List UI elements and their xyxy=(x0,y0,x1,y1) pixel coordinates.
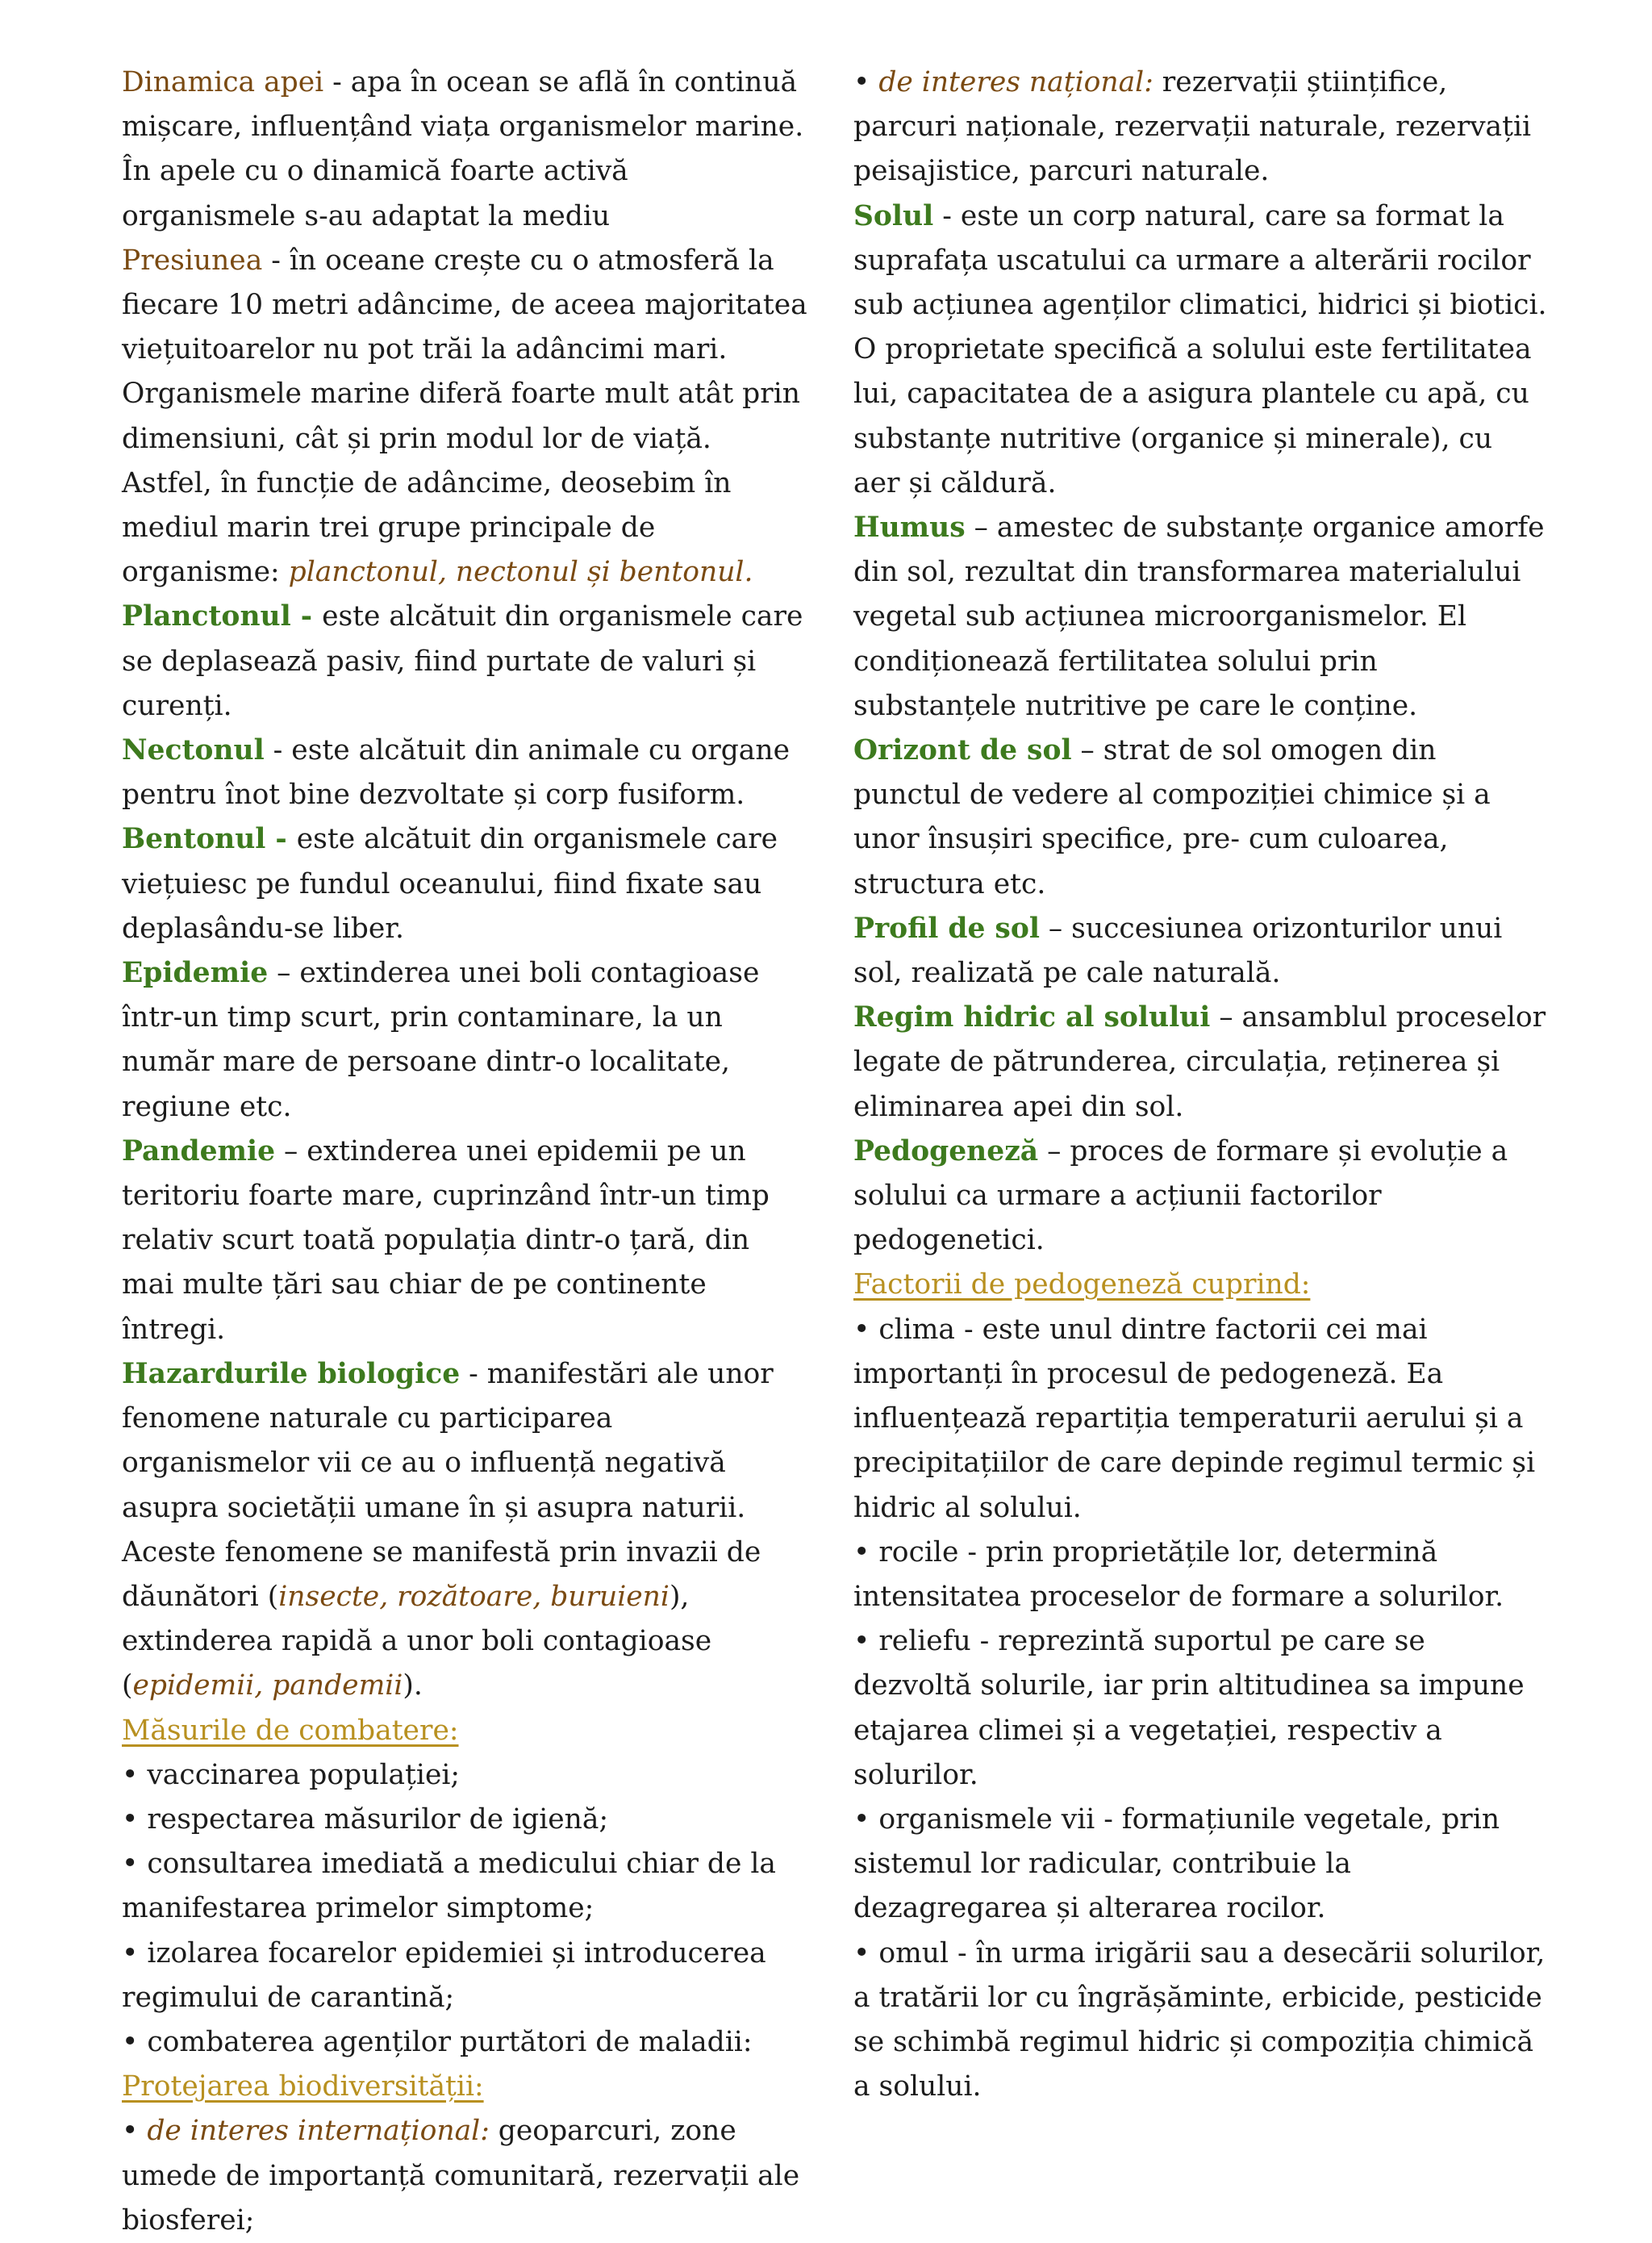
definition-dinamica-apei: - apa în ocean se află în continuă mișcare, influențând viața organismelor marine. În apele cu o dinamică foarte activă organismele s-au adaptat la mediu xyxy=(122,66,804,232)
definition-hazardurile-part2: ), extinderea rapidă a unor boli contagioase ( xyxy=(122,1580,712,1702)
paragraph-solul xyxy=(853,194,1547,506)
heading-masurile-de-combatere: Măsurile de combatere: xyxy=(122,1714,459,1747)
term-dinamica-apei: Dinamica apei xyxy=(122,66,324,98)
list-item-factori: • organismele vii - formațiunile vegetale, prin sistemul lor radicular, contribuie la dezagregarea și alterarea rocilor. xyxy=(853,1802,1500,1925)
paragraph-pedogeneza xyxy=(853,1130,1547,1264)
list-item-masuri: • consultarea imediată a medicului chiar de la manifestarea primelor simptome; xyxy=(122,1848,776,1925)
emphasis-interes-national: de interes național: xyxy=(878,66,1153,98)
term-bentonul: Bentonul - xyxy=(122,823,297,856)
list-item-masuri: • combaterea agenților purtători de maladii: xyxy=(122,2025,753,2058)
definition-epidemie: – extinderea unei boli contagioase într-un timp scurt, prin contaminare, la un număr mare de persoane dintr-o localitate, regiune etc. xyxy=(122,957,760,1123)
definition-presiunea: - în oceane crește cu o atmosferă la fiecare 10 metri adâncime, de aceea majoritatea viețuitoarelor nu pot trăi la adâncimi mari. Organismele marine diferă foarte mult atât prin dimensiuni, cât și prin modul lor de viață. Astfel, în funcție de adâncime, deosebim în mediul marin trei grupe principale de organisme: xyxy=(122,244,807,589)
definition-humus: – amestec de substanțe organice amorfe din sol, rezultat din transformarea materialului vegetal sub acțiunea microorganismelor. El condiționează fertilitatea solului prin substanțele nutritive pe care le conține. xyxy=(853,512,1545,722)
term-planctonul: Planctonul - xyxy=(122,600,323,633)
list-item-factori: • omul - în urma irigării sau a desecării solurilor, a tratării lor cu îngrășăminte, erbicide, pesticide se schimbă regimul hidric și compoziția chimică a solului. xyxy=(853,1936,1546,2103)
list-item-interes-international xyxy=(122,2109,807,2243)
paragraph-hazardurile-biologice xyxy=(122,1352,807,1709)
paragraph-orizont-de-sol xyxy=(853,729,1547,907)
term-nectonul: Nectonul xyxy=(122,734,265,767)
definition-nectonul: - este alcătuit din animale cu organe pentru înot bine dezvoltate și corp fusiform. xyxy=(122,734,791,812)
paragraph-pandemie xyxy=(122,1130,807,1352)
term-pedogeneza: Pedogeneză xyxy=(853,1134,1039,1167)
definition-bentonul: este alcătuit din organismele care viețuiesc pe fundul oceanului, fiind fixate sau deplasându-se liber. xyxy=(122,823,778,945)
paragraph-presiunea xyxy=(122,239,807,595)
term-epidemie: Epidemie xyxy=(122,957,269,990)
term-profil-de-sol: Profil de sol xyxy=(853,912,1040,945)
list-item-factori: • rocile - prin proprietățile lor, determină intensitatea proceselor de formare a solurilor. xyxy=(853,1535,1504,1613)
emphasis-daunatori: insecte, rozătoare, buruieni xyxy=(278,1580,670,1613)
term-hazardurile-biologice: Hazardurile biologice xyxy=(122,1357,461,1390)
bullet: • xyxy=(122,2115,148,2148)
text-interes-national: rezervații științifice, parcuri naționale, rezervații naturale, rezervații peisajistice, parcuri naturale. xyxy=(853,66,1532,188)
paragraph-bentonul xyxy=(122,817,807,951)
list-item-interes-national xyxy=(853,61,1547,194)
left-column xyxy=(122,61,807,2243)
paragraph-nectonul xyxy=(122,729,807,817)
heading-factorii-de-pedogeneza: Factorii de pedogeneză cuprind: xyxy=(853,1268,1311,1301)
emphasis-epidemii-pandemii: epidemii, pandemii xyxy=(132,1669,403,1702)
definition-pandemie: – extinderea unei epidemii pe un teritoriu foarte mare, cuprinzând într-un timp relativ scurt toată populația dintr-o țară, din mai multe țări sau chiar de pe continente întregi. xyxy=(122,1134,770,1346)
paragraph-planctonul xyxy=(122,595,807,729)
paragraph-humus xyxy=(853,506,1547,729)
emphasis-interes-international: de interes internațional: xyxy=(147,2115,490,2148)
term-regim-hidric: Regim hidric al solului xyxy=(853,1001,1211,1034)
bullet: • xyxy=(853,66,879,98)
term-orizont-de-sol: Orizont de sol xyxy=(853,734,1072,767)
list-item-masuri: • vaccinarea populației; xyxy=(122,1758,461,1791)
term-pandemie: Pandemie xyxy=(122,1134,276,1167)
definition-orizont-de-sol: – strat de sol omogen din punctul de vedere al compoziției chimice și a unor însușiri specifice, pre- cum culoarea, structura etc. xyxy=(853,734,1491,900)
list-item-factori: • clima - este unul dintre factorii cei mai importanți în procesul de pedogeneză. Ea influențează repartiția temperaturii aerului și a precipitațiilor de care depinde regimul termic și hidric al solului. xyxy=(853,1313,1536,1524)
emphasis-organism-groups: planctonul, nectonul și bentonul. xyxy=(288,556,753,589)
list-item-masuri: • respectarea măsurilor de igienă; xyxy=(122,1802,609,1836)
definition-profil-de-sol: – succesiunea orizonturilor unui sol, realizată pe cale naturală. xyxy=(853,912,1503,990)
term-solul: Solul xyxy=(853,199,934,232)
paragraph-profil-de-sol xyxy=(853,907,1547,996)
definition-planctonul: este alcătuit din organismele care se deplasează pasiv, fiind purtate de valuri și curenți. xyxy=(122,600,803,722)
definition-solul: - este un corp natural, care sa format la suprafața uscatului ca urmare a alterării rocilor sub acțiunea agenților climatici, hidrici și biotici. O proprietate specifică a solului este fertilitatea lui, capacitatea de a asigura plantele cu apă, cu substanțe nutritive (organice și minerale), cu aer și căldură. xyxy=(853,199,1547,499)
definition-pedogeneza: – proces de formare și evoluție a solului ca urmare a acțiunii factorilor pedogenetici. xyxy=(853,1134,1508,1257)
paragraph-dinamica-apei xyxy=(122,61,807,239)
text-interes-international: geoparcuri, zone umede de importanță comunitară, rezervații ale biosferei; xyxy=(122,2115,800,2237)
heading-protejarea-biodiversitatii: Protejarea biodiversității: xyxy=(122,2070,484,2103)
definition-hazardurile-part1: - manifestări ale unor fenomene naturale cu participarea organismelor vii ce au o influență negativă asupra societății umane în și asupra naturii. Aceste fenomene se manifestă prin invazii de dăunători ( xyxy=(122,1357,774,1613)
paragraph-regim-hidric xyxy=(853,996,1547,1130)
right-column xyxy=(853,61,1547,2109)
term-presiunea: Presiunea xyxy=(122,244,263,277)
list-item-masuri: • izolarea focarelor epidemiei și introducerea regimului de carantină; xyxy=(122,1936,766,2014)
term-humus: Humus xyxy=(853,512,966,545)
definition-regim-hidric: – ansamblul proceselor legate de pătrunderea, circulația, reținerea și eliminarea apei din sol. xyxy=(853,1001,1546,1123)
paragraph-epidemie xyxy=(122,951,807,1130)
list-item-factori: • reliefu - reprezintă suportul pe care se dezvoltă solurile, iar prin altitudinea sa impune etajarea climei și a vegetației, respectiv a solurilor. xyxy=(853,1625,1525,1791)
definition-hazardurile-part3: ). xyxy=(403,1669,423,1702)
